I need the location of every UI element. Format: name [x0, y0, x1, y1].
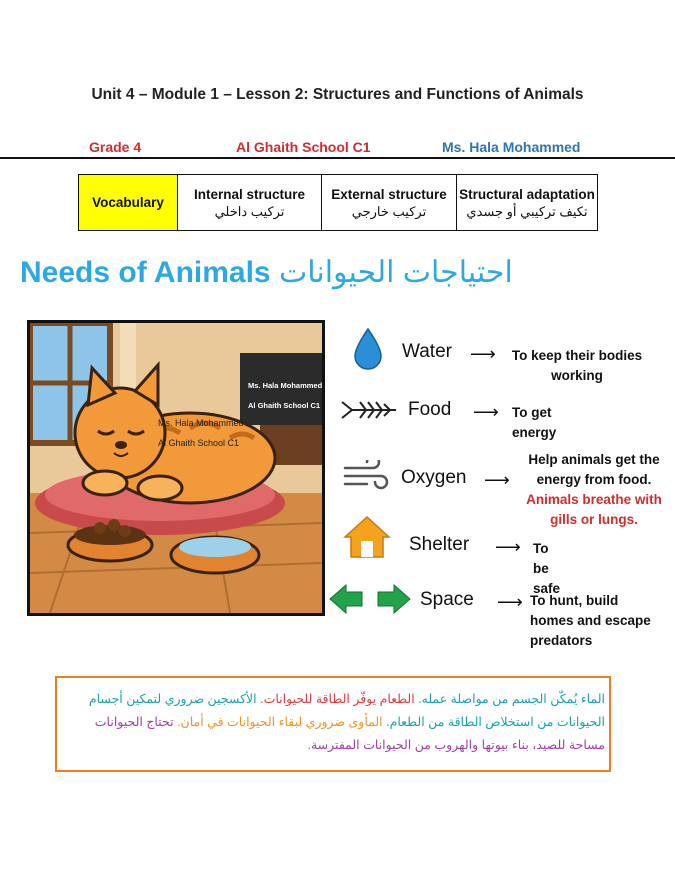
vocab-term-en: External structure — [331, 186, 447, 202]
need-description: To get energy — [512, 405, 557, 440]
summary-space: تحتاج الحيوانات مساحة للصيد، بناء بيوتها والهروب من الحيوانات المفترسة. — [94, 715, 605, 752]
summary-water: الماء يُمكّن الجسم من مواصلة عمله. — [418, 692, 605, 706]
arrow-icon: ⟶ — [495, 537, 521, 557]
vocab-term-en: Internal structure — [193, 186, 306, 202]
need-description: To keep their bodies working — [511, 348, 643, 383]
school-label: Al Ghaith School C1 — [236, 139, 371, 155]
vocab-term-ar: تكيف تركيبي أو جسدي — [466, 203, 588, 219]
vocab-term-internal — [178, 175, 322, 231]
arrows-icon — [328, 583, 412, 615]
summary-oxygen: الأكسجين ضروري لتمكين أجسام الحيوانات من استخلاص الطاقة من الطعام. — [88, 692, 605, 729]
cat-illustration-art — [30, 323, 322, 613]
arrow-icon: ⟶ — [470, 344, 496, 364]
watermark-school: Al Ghaith School C1 — [248, 401, 321, 410]
vocab-term-ar: تركيب داخلي — [214, 203, 285, 219]
summary-text — [63, 688, 605, 757]
wind-icon — [343, 460, 389, 492]
fish-bone-icon — [340, 399, 398, 421]
watermark-name: Ms. Hala Mohammed — [248, 381, 323, 390]
arrow-icon: ⟶ — [497, 592, 523, 612]
vocab-term-external — [322, 175, 457, 231]
need-label: Space — [420, 589, 474, 610]
vocab-term-adaptation — [457, 175, 598, 231]
need-description: To be safe — [533, 541, 561, 596]
arrow-icon: ⟶ — [473, 402, 499, 422]
vocabulary-heading: Vocabulary — [79, 175, 178, 231]
watermark-school: Al Ghaith School C1 — [158, 438, 240, 448]
need-label: Food — [408, 399, 452, 420]
need-label: Water — [402, 341, 452, 362]
cat-illustration — [27, 320, 325, 616]
watermark-name: Ms. Hala Mohammed — [158, 418, 244, 428]
teacher-label: Ms. Hala Mohammed — [442, 139, 581, 155]
vocab-term-ar: تركيب خارجي — [351, 203, 427, 219]
section-title-ar: احتياجات الحيوانات — [278, 256, 513, 289]
arrow-icon: ⟶ — [484, 470, 510, 490]
header-divider — [0, 157, 675, 159]
summary-shelter: المأوى ضروري لبقاء الحيوانات في أمان. — [177, 715, 383, 729]
lesson-title: Unit 4 – Module 1 – Lesson 2: Structures and Functions of Animals — [91, 86, 584, 103]
vocab-term-en: Structural adaptation — [459, 186, 595, 202]
need-description-extra: Animals breathe with gills or lungs. — [526, 492, 662, 527]
need-label: Oxygen — [401, 467, 467, 488]
house-icon — [343, 515, 391, 559]
need-label: Shelter — [409, 534, 470, 555]
water-drop-icon — [352, 327, 384, 371]
section-heading — [20, 255, 513, 290]
grade-label: Grade 4 — [89, 139, 142, 155]
section-title-en: Needs of Animals — [20, 256, 271, 289]
vocabulary-table — [78, 174, 598, 231]
summary-food: الطعام يوفّر الطاقة للحيوانات. — [260, 692, 415, 706]
need-description: Help animals get the energy from food. — [528, 452, 660, 487]
need-description: To hunt, build homes and escape predators — [530, 593, 651, 648]
